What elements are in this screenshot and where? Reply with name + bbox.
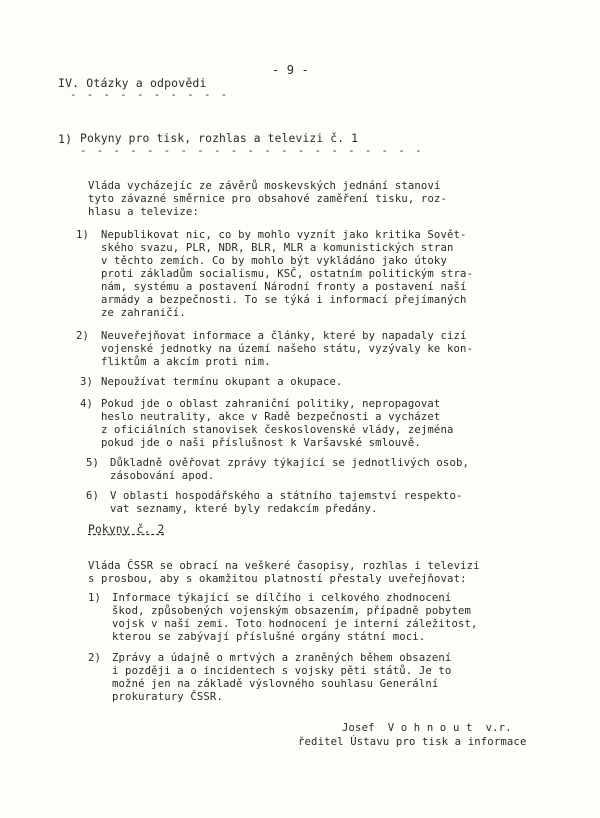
point-line: vat seznamy, které byly redakcím předány.	[110, 503, 378, 515]
point-line: možné jen na základě výslovného souhlasu Generální	[112, 678, 439, 690]
intro-line: hlasu a televize:	[88, 206, 199, 218]
point-line: kterou se zabývají příslušné orgány státní moci.	[112, 631, 426, 643]
item1-title-underline: - - - - - - - - - - - - - - - - - - - - -	[80, 145, 424, 157]
point-line: nám, systému a postavení Národní fronty a postavení naší	[101, 281, 467, 293]
item2-title: Pokyny č. 2	[88, 523, 165, 536]
page-number: - 9 -	[272, 63, 309, 77]
item1-title: Pokyny pro tisk, rozhlas a televizi č. 1	[80, 132, 359, 145]
point-line: heslo neutrality, akce v Radě bezpečnosti a vycházet	[101, 411, 441, 423]
point-label: 5)	[86, 457, 100, 469]
point-line: Důkladně ověřovat zprávy týkající se jednotlivých osob,	[110, 457, 470, 469]
point-line: Zprávy a údajně o mrtvých a zraněných během obsazení	[112, 652, 452, 664]
point-line: Pokud jde o oblast zahraniční politiky, nepropagovat	[101, 398, 441, 410]
point-label: 1)	[88, 592, 102, 604]
point-label: 2)	[76, 330, 90, 342]
point-line: i později a o incidentech s vojsky pěti států. Je to	[112, 665, 452, 677]
point-line: armády a bezpečnosti. To se týká i informací přejímaných	[101, 294, 467, 306]
section-heading: IV. Otázky a odpovědi	[58, 76, 207, 90]
point-label: 3)	[80, 376, 94, 388]
point-line: Neuveřejňovat informace a články, které by napadaly cizí	[101, 330, 467, 342]
point-line: z oficiálních stanovisek československé vlády, zejména	[101, 424, 454, 436]
signature-role: ředitel Ústavu pro tisk a informace	[298, 736, 527, 748]
point-line: vojenské jednotky na území našeho státu, vyzývaly ke kon-	[101, 343, 474, 355]
signature-name: Josef V o h n o u t v.r.	[342, 722, 512, 734]
point-line: pokud jde o naši příslušnost k Varšavské smlouvě.	[101, 437, 421, 449]
point-line: ze zahraničí.	[101, 307, 186, 319]
item1-number: 1)	[58, 132, 73, 146]
point-label: 1)	[76, 229, 90, 241]
section-heading-underline: - - - - - - - - - -	[70, 89, 230, 101]
point-line: prokuratury ČSSR.	[112, 691, 223, 703]
point-label: 2)	[88, 652, 102, 664]
point-label: 6)	[86, 490, 100, 502]
point-line: proti základům socialismu, KSČ, ostatním politickým stra-	[101, 268, 474, 280]
point-line: zásobování apod.	[110, 470, 215, 482]
intro-line: s prosbou, aby s okamžitou platností přestaly uveřejňovat:	[88, 573, 467, 585]
point-line: ského svazu, PLR, NDR, BLR, MLR a komunistických stran	[101, 242, 454, 254]
intro-line: tyto závazné směrnice pro obsahové zaměření tisku, roz-	[88, 193, 448, 205]
point-line: vojsk v naší zemi. Toto hodnocení je interní záležitost,	[112, 618, 478, 630]
point-label: 4)	[80, 398, 94, 410]
point-line: Informace týkající se dílčího i celkového zhodnocení	[112, 592, 452, 604]
intro-line: Vláda vycházejíc ze závěrů moskevských jednání stanoví	[88, 180, 441, 192]
point-line: škod, způsobených vojenským obsazením, případně pobytem	[112, 605, 472, 617]
point-line: Nepoužívat termínu okupant a okupace.	[101, 376, 343, 388]
point-line: V oblasti hospodářského a státního tajemství respekto-	[110, 490, 463, 502]
intro-line: Vláda ČSSR se obrací na veškeré časopisy, rozhlas i televizi	[88, 560, 480, 572]
point-line: v těchto zemích. Co by mohlo být vykládáno jako útoky	[101, 255, 447, 267]
point-line: fliktům a akcím proti nim.	[101, 356, 271, 368]
point-line: Nepublikovat nic, co by mohlo vyznít jako kritika Sovět-	[101, 229, 467, 241]
